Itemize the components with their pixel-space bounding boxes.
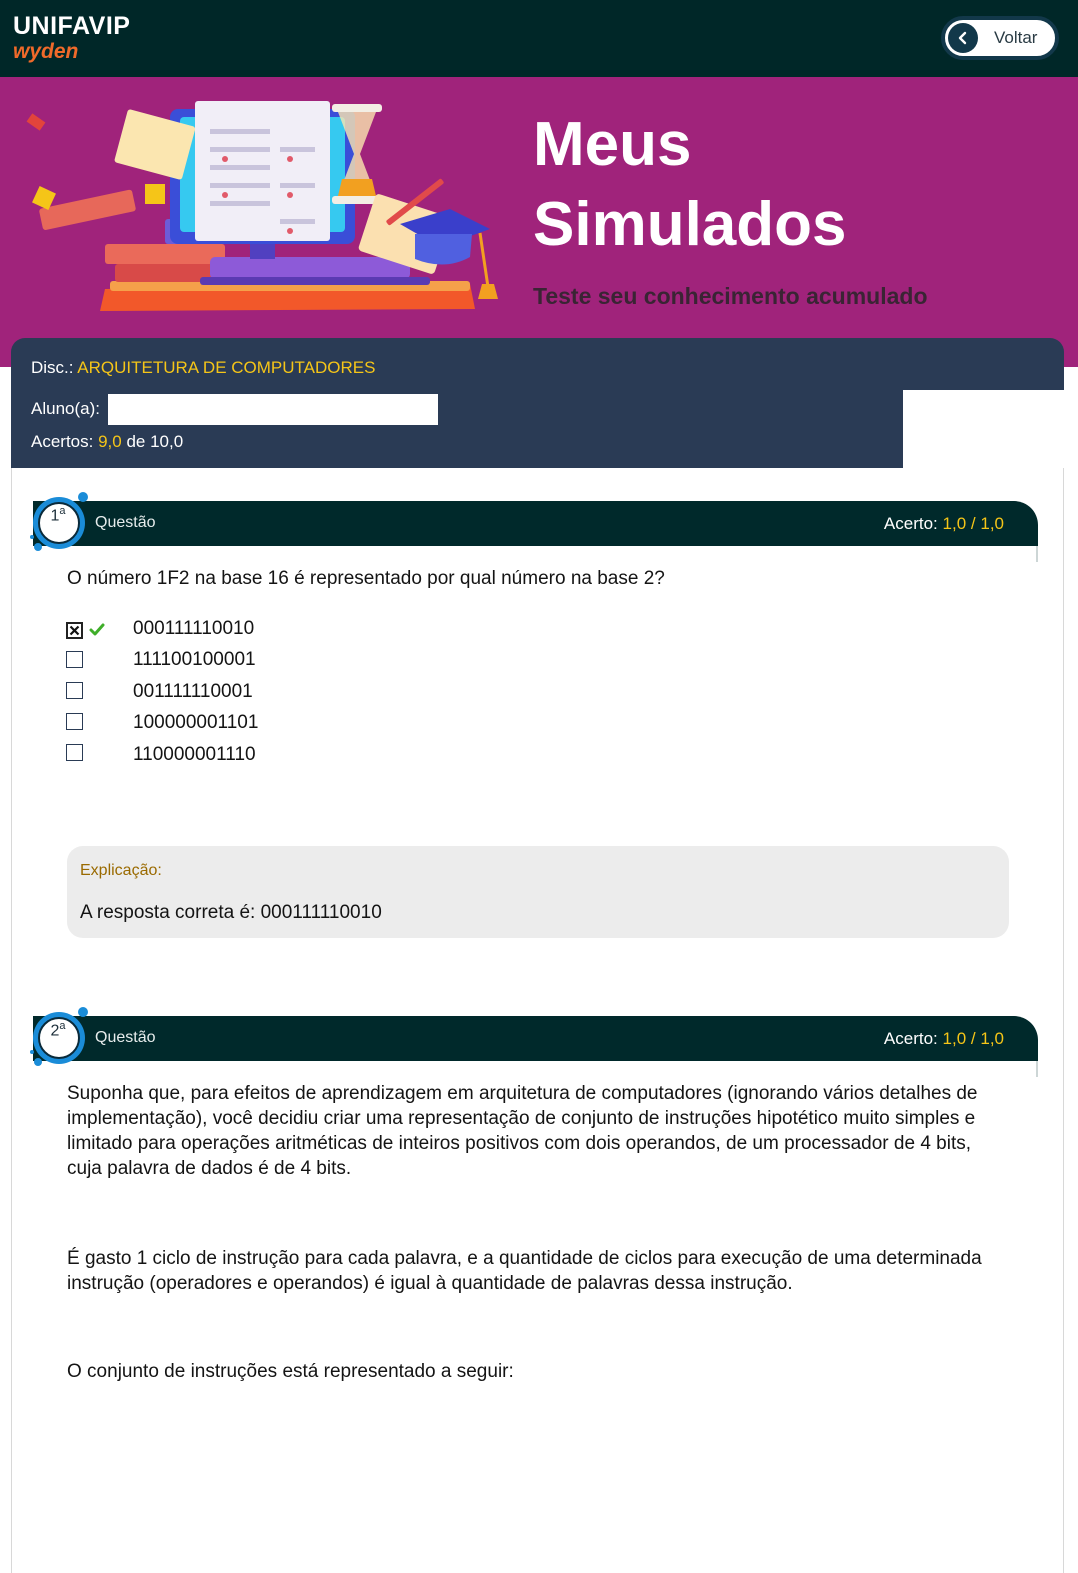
content-border-right (1063, 468, 1064, 1573)
question-1-score-sep: / (970, 514, 976, 533)
question-1-score-value: 1,0 (942, 514, 967, 533)
checkbox-icon[interactable] (66, 651, 83, 668)
hero-banner (0, 77, 1078, 367)
checkbox-icon[interactable] (66, 622, 83, 639)
option-3-text: 001111110001 (133, 681, 253, 702)
option-5[interactable] (66, 741, 83, 763)
page-title (533, 105, 847, 265)
back-button-label: Voltar (994, 28, 1038, 47)
checkbox-icon[interactable] (66, 744, 83, 761)
score-row (31, 432, 183, 452)
score-label: Acertos: (31, 432, 94, 451)
option-4[interactable] (66, 710, 83, 732)
question-1-score-max: 1,0 (980, 514, 1004, 533)
student-row (31, 394, 438, 425)
score-total: de 10,0 (126, 432, 184, 451)
student-name-field (108, 394, 438, 425)
option-5-text: 110000001110 (133, 744, 256, 765)
question-2-score-label: Acerto: (883, 1029, 938, 1048)
chevron-left-icon (948, 23, 978, 53)
check-icon (89, 623, 105, 637)
question-2-header-edge (1036, 1061, 1038, 1077)
option-3[interactable] (66, 679, 83, 701)
back-button[interactable] (941, 16, 1059, 60)
question-2-score-value: 1,0 (942, 1029, 967, 1048)
question-1-label: Questão (95, 514, 156, 531)
score-value: 9,0 (98, 432, 122, 451)
question-2-score-sep: / (970, 1029, 976, 1048)
question-1-score-label: Acerto: (883, 514, 938, 533)
quiz-illustration (20, 99, 510, 319)
question-2-paragraph-1: Suponha que, para efeitos de aprendizagem em arquitetura de computadores (ignorando vários detalhes de implementação), você decidiu criar uma representação de conjunto de instruções hipotético muito simples e limitado para operações aritméticas de inteiros positivos com dois operandos, de um processador de 4 bits, cuja palavra de dados é de 4 bits. (67, 1083, 978, 1179)
question-2-paragraph-3: O conjunto de instruções está representado a seguir: (67, 1361, 514, 1382)
page-title-line1: Meus (533, 110, 692, 179)
option-4-text: 100000001101 (133, 712, 259, 733)
question-1-text: O número 1F2 na base 16 é representado por qual número na base 2? (67, 568, 665, 589)
checkbox-icon[interactable] (66, 682, 83, 699)
logo-unifavip: UNIFAVIP (13, 12, 131, 40)
question-2-score (884, 1029, 1004, 1049)
question-2-score-max: 1,0 (980, 1029, 1004, 1048)
explanation-text: A resposta correta é: 000111110010 (80, 902, 382, 923)
page-subtitle: Teste seu conhecimento acumulado (533, 283, 928, 309)
student-label: Aluno(a): (31, 398, 100, 418)
question-2-label: Questão (95, 1029, 156, 1046)
option-2[interactable] (66, 648, 83, 670)
question-1-number: 1$^a$ (50, 505, 66, 525)
question-2-number: 2$^a$ (50, 1020, 66, 1040)
question-1-badge (28, 487, 90, 549)
discipline-label: Disc.: (31, 358, 74, 377)
top-bar (0, 0, 1078, 77)
option-1[interactable] (66, 619, 105, 641)
page-title-line2: Simulados (533, 190, 847, 259)
logo-wyden: wyden (13, 40, 79, 63)
question-2-paragraph-2: É gasto 1 ciclo de instrução para cada palavra, e a quantidade de ciclos para execução de uma determinada instrução (operadores e operandos) é igual à quantidade de palavras dessa instrução. (67, 1248, 982, 1294)
question-1-header (33, 501, 1038, 546)
content-border-left (11, 468, 12, 1573)
discipline-name: ARQUITETURA DE COMPUTADORES (77, 358, 376, 377)
question-2-badge (28, 1002, 90, 1064)
option-2-text: 111100100001 (133, 649, 256, 670)
checkbox-icon[interactable] (66, 713, 83, 730)
question-1-score (884, 514, 1004, 534)
info-card-corner (903, 390, 1064, 468)
question-2-header (33, 1016, 1038, 1061)
explanation-label: Explicação: (80, 862, 162, 879)
discipline-row (31, 358, 375, 378)
explanation-box (67, 846, 1009, 938)
option-1-text: 000111110010 (133, 618, 255, 639)
question-1-header-edge (1036, 546, 1038, 562)
